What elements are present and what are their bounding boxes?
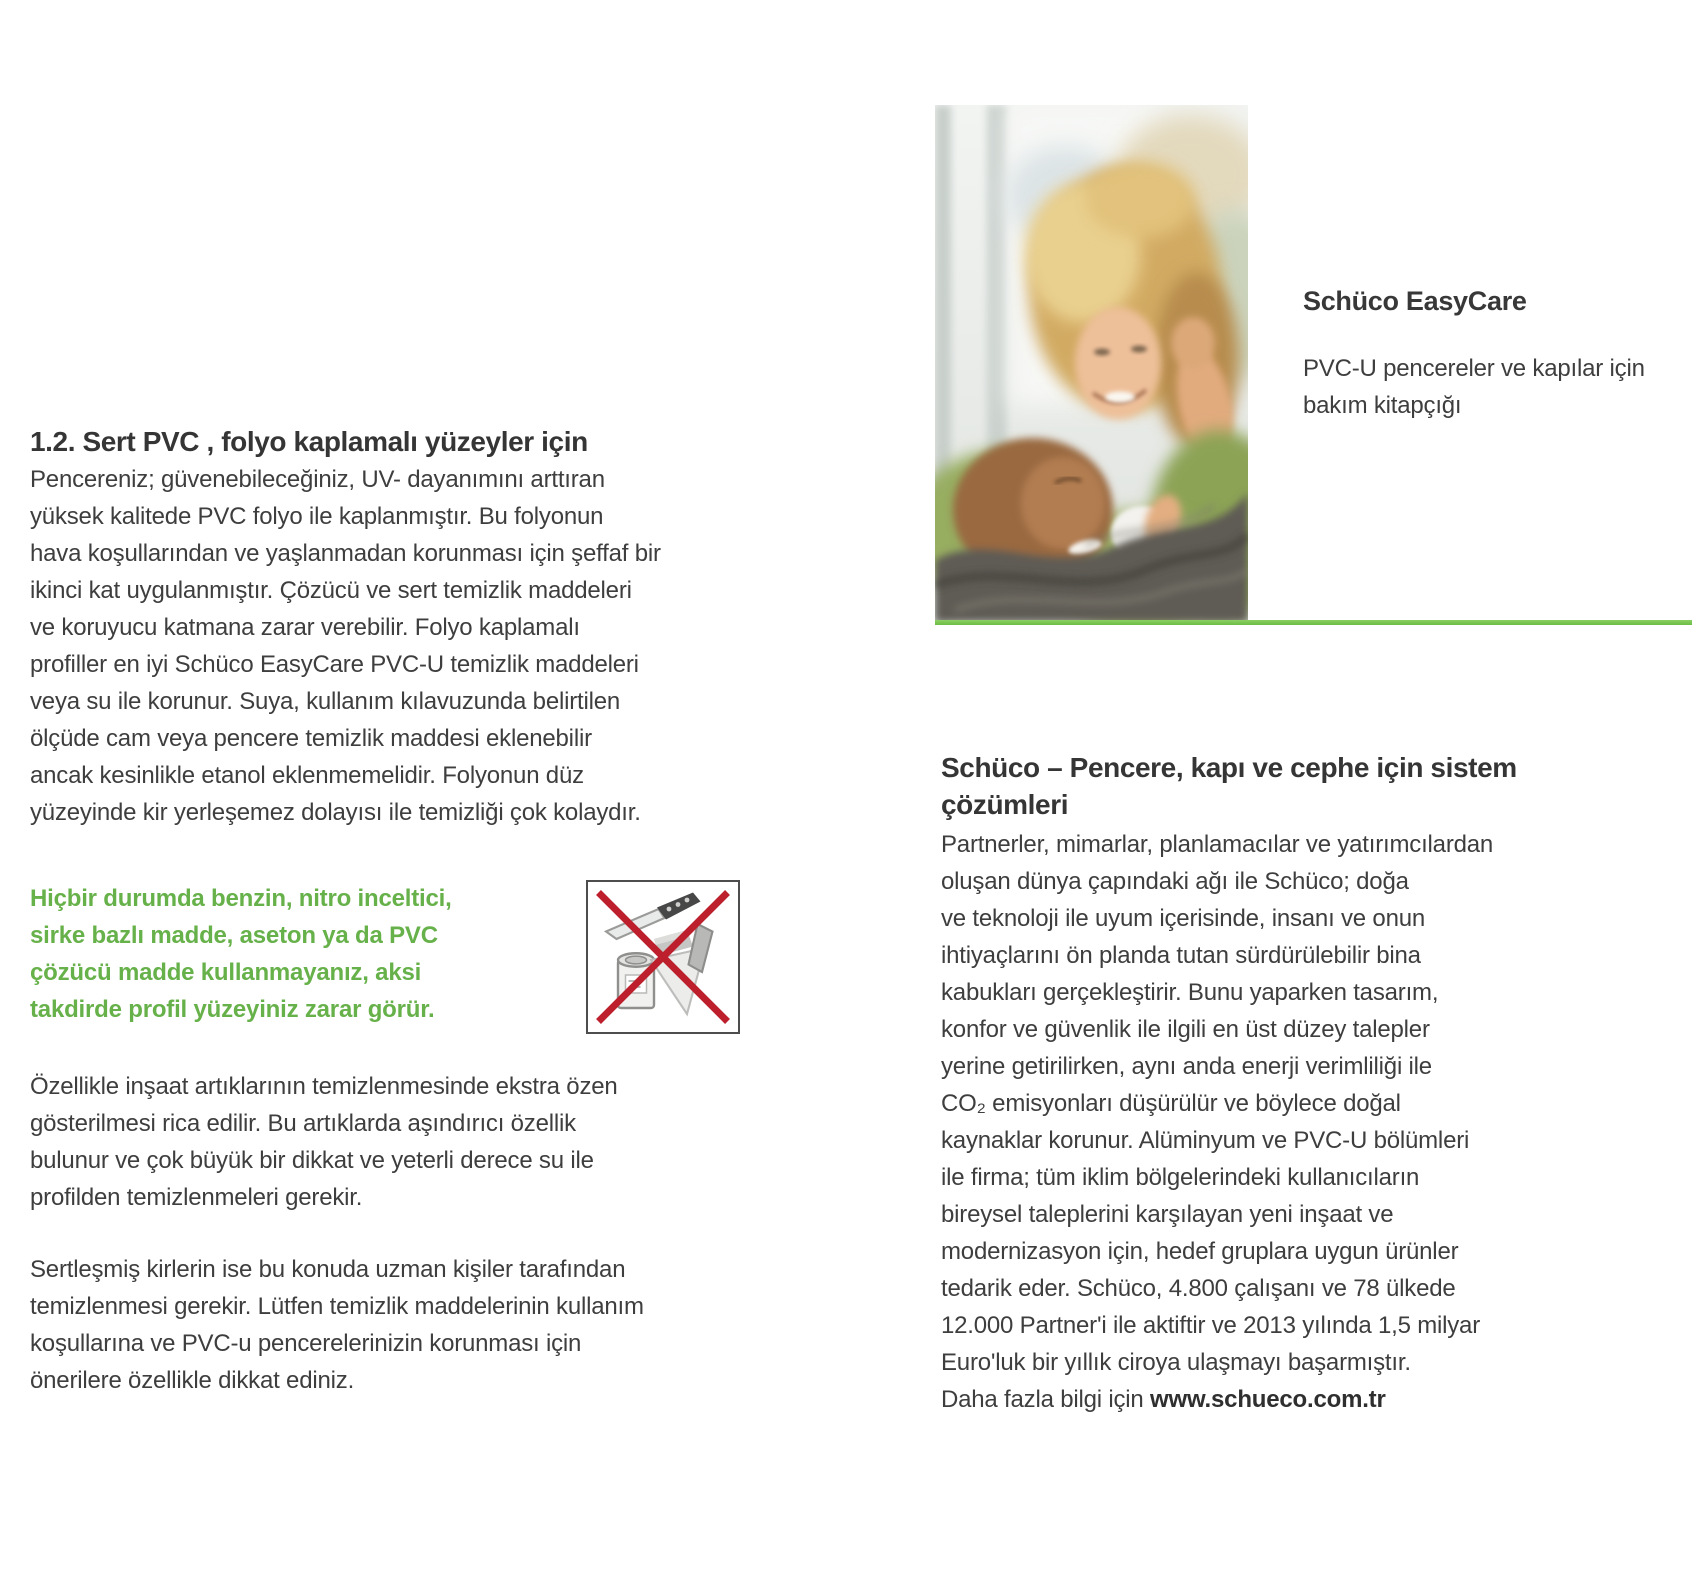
company-description <box>941 826 1493 1418</box>
company-heading: Schüco – Pencere, kapı ve cephe için sistem çözümleri <box>941 752 1517 820</box>
prohibition-illustration <box>588 882 738 1032</box>
more-info-line <box>941 1381 1493 1418</box>
photo-caption-title: Schüco EasyCare <box>1303 286 1527 316</box>
paragraph-hardened-dirt: Sertleşmiş kirlerin ise bu konuda uzman kişiler tarafından temizlenmesi gerekir. Lütfen temizlik maddelerinin kullanım koşullarına ve PVC-u pencerelerinizin korunması için önerilere özellikle dikkat ediniz. <box>30 1256 644 1394</box>
paragraph-construction-residue: Özellikle inşaat artıklarının temizlenmesinde ekstra özen gösterilmesi rica edilir. Bu artıklarda aşındırıcı özellik bulunur ve çok büyük bir dikkat ve yeterli derece su ile profilden temizlenmeleri gerekir. <box>30 1073 618 1211</box>
warning-text-green: Hiçbir durumda benzin, nitro inceltici, sirke bazlı madde, aseton ya da PVC çözücü madde kullanmayanız, aksi takdirde profil yüzeyiniz zarar görür. <box>30 885 452 1023</box>
green-divider-line <box>935 620 1692 625</box>
company-description-lines: Partnerler, mimarlar, planlamacılar ve yatırımcılardan oluşan dünya çapındaki ağı ile Schüco; doğa ve teknoloji ile uyum içerisinde, insanı ve onun ihtiyaçlarını ön planda tutan sürdürülebilir bina kabukları gerçekleştirir. Bunu yaparken tasarım, konfor ve güvenlik ile ilgili en üst düzey talepler yerine getirilirken, aynı anda enerji verimliliği ile CO₂ emisyonları düşürülür ve böylece doğal kaynaklar korunur. Alüminyum ve PVC-U bölümleri ile firma; tüm iklim bölgelerindeki kullanıcıların bireysel taleplerini karşılayan yeni inşaat ve modernizasyon için, hedef gruplara uygun ürünler tedarik eder. Schüco, 4.800 çalışanı ve 78 ülkede 12.000 Partner'i ile aktiftir ve 2013 yılında 1,5 milyar Euro'luk bir yıllık ciroya ulaşmayı başarmıştır. <box>941 831 1494 1376</box>
section-heading: 1.2. Sert PVC , folyo kaplamalı yüzeyler için <box>30 426 588 457</box>
photo-caption-text: PVC-U pencereler ve kapılar için bakım kitapçığı <box>1303 355 1645 419</box>
website-link: www.schueco.com.tr <box>1150 1386 1386 1413</box>
no-harsh-cleaners-icon <box>586 880 740 1034</box>
more-info-prefix: Daha fazla bilgi için <box>941 1386 1151 1413</box>
couple-photo <box>935 105 1248 622</box>
paragraph-foil-surfaces: Pencereniz; güvenebileceğiniz, UV- dayanımını arttıran yüksek kalitede PVC folyo ile kaplanmıştır. Bu folyonun hava koşullarından ve yaşlanmadan korunması için şeffaf bir ikinci kat uygulanmıştır. Çözücü ve sert temizlik maddeleri ve koruyucu katmana zarar verebilir. Folyo kaplamalı profiller en iyi Schüco EasyCare PVC-U temizlik maddeleri veya su ile korunur. Suya, kullanım kılavuzunda belirtilen ölçüde cam veya pencere temizlik maddesi eklenebilir ancak kesinlikle etanol eklenmemelidir. Folyonun düz yüzeyinde kir yerleşemez dolayısı ile temizliği çok kolaydır. <box>30 466 661 826</box>
